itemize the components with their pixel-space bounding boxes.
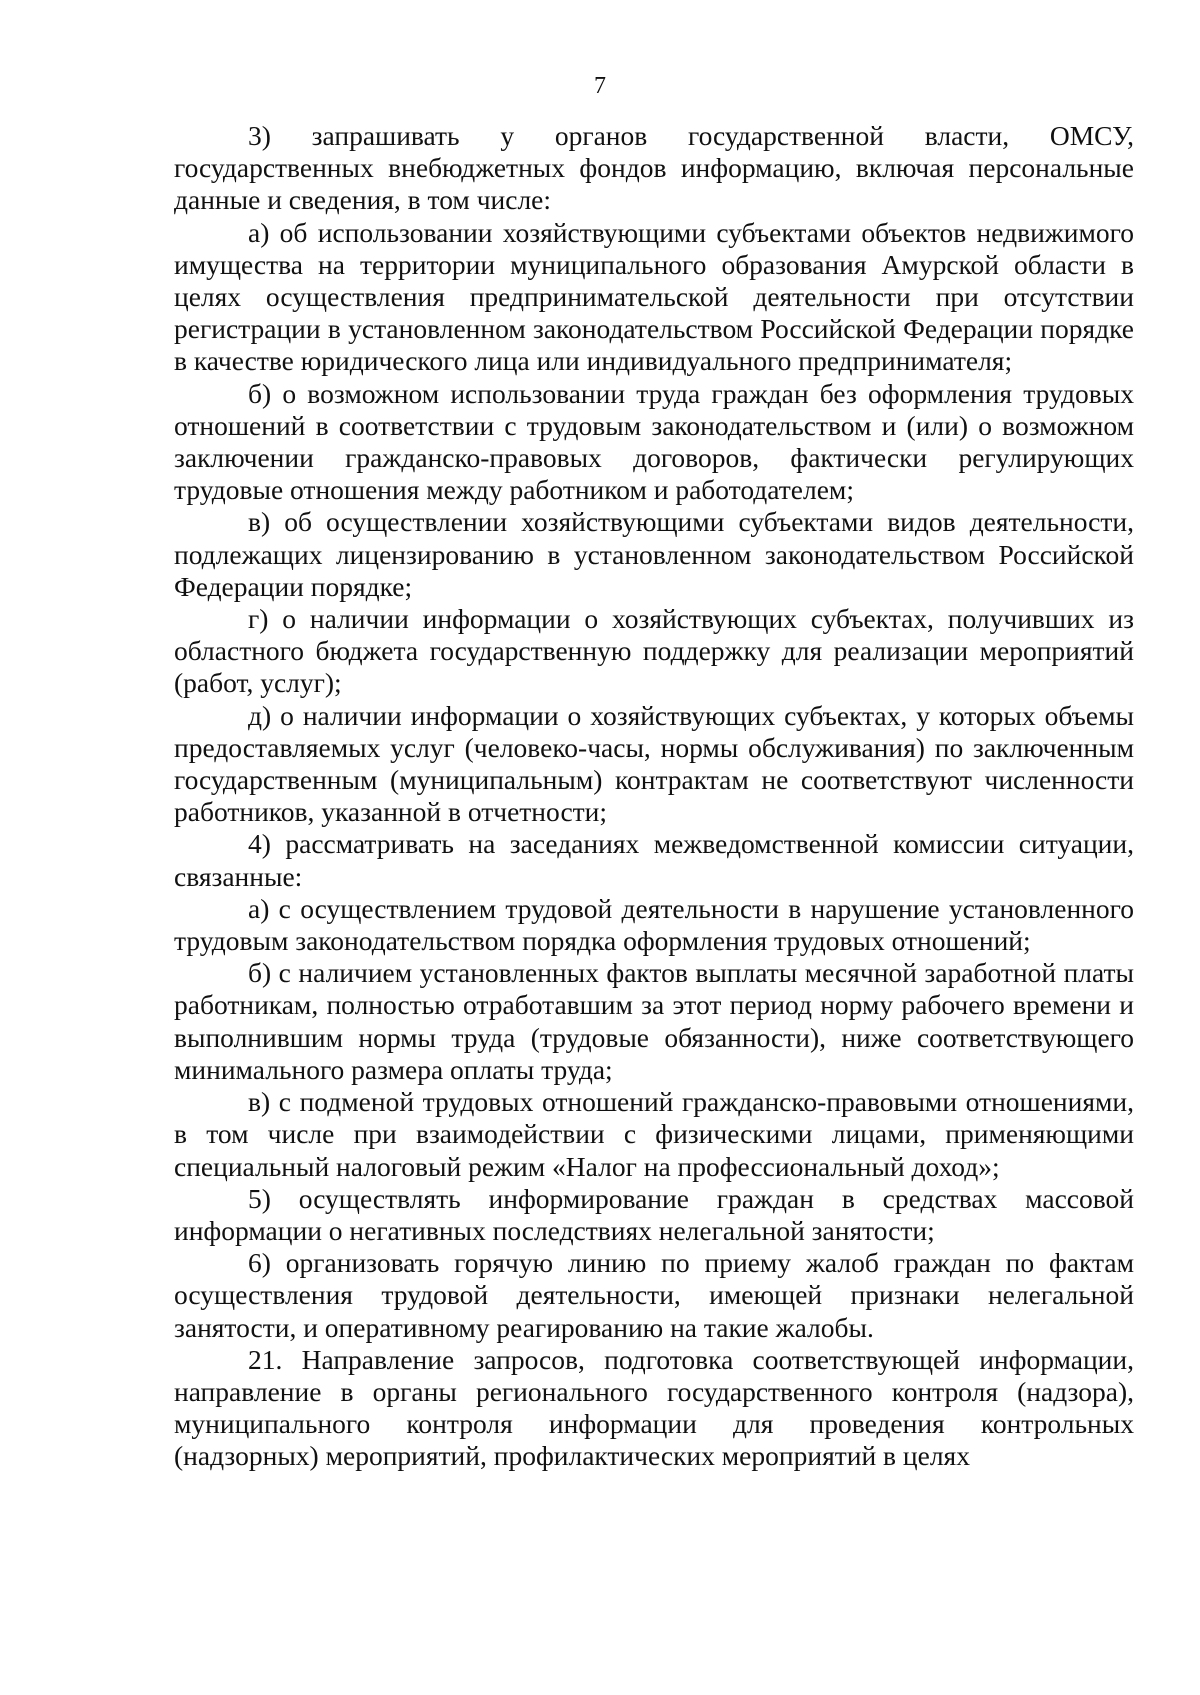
paragraph-subitem-v-civil-contracts: в) с подменой трудовых отношений гражданско-правовыми отношениями, в том числе при взаимодействии с физическими лицами, применяющими специальный налоговый режим «Налог на профессиональный доход»; <box>174 1086 1134 1182</box>
paragraph-subitem-g-state-support: г) о наличии информации о хозяйствующих субъектах, получивших из областного бюджета государственную поддержку для реализации мероприятий (работ, услуг); <box>174 603 1134 699</box>
paragraph-subitem-b-minimum-wage: б) с наличием установленных фактов выплаты месячной заработной платы работникам, полностью отработавшим за этот период норму рабочего времени и выполнившим нормы труда (трудовые обязанности), ниже соответствующего минимального размера оплаты труда; <box>174 957 1134 1085</box>
paragraph-item-5-media: 5) осуществлять информирование граждан в средствах массовой информации о негативных последствиях нелегальной занятости; <box>174 1182 1134 1246</box>
paragraph-item-6-hotline: 6) организовать горячую линию по приему жалоб граждан по фактам осуществления трудовой деятельности, имеющей признаки нелегальной занятости, и оперативному реагированию на такие жалобы. <box>174 1247 1134 1343</box>
paragraph-item-21-requests: 21. Направление запросов, подготовка соответствующей информации, направление в органы регионального государственного контроля (надзора), муниципального контроля информации для проведения контрольных (надзорных) мероприятий, профилактических мероприятий в целях <box>174 1343 1134 1472</box>
document-body <box>174 120 1134 1473</box>
paragraph-subitem-a-labor-violation: а) с осуществлением трудовой деятельности в нарушение установленного трудовым законодательством порядка оформления трудовых отношений; <box>174 892 1134 957</box>
paragraph-subitem-d-contract-volumes: д) о наличии информации о хозяйствующих субъектах, у которых объемы предоставляемых услуг (человеко-часы, нормы обслуживания) по заключенным государственным (муниципальным) контрактам не соответствуют численности работников, указанной в отчетности; <box>174 699 1134 828</box>
page-number: 7 <box>594 73 606 99</box>
paragraph-item-4-commission: 4) рассматривать на заседаниях межведомственной комиссии ситуации, связанные: <box>174 828 1134 892</box>
paragraph-subitem-a-real-estate: а) об использовании хозяйствующими субъектами объектов недвижимого имущества на территории муниципального образования Амурской области в целях осуществления предпринимательской деятельности при отсутствии регистрации в установленном законодательством Российской Федерации порядке в качестве юридического лица или индивидуального предпринимателя; <box>174 216 1134 377</box>
paragraph-subitem-b-labor-without-contract: б) о возможном использовании труда граждан без оформления трудовых отношений в соответствии с трудовым законодательством и (или) о возможном заключении гражданско-правовых договоров, фактически регулирующих трудовые отношения между работником и работодателем; <box>174 377 1134 506</box>
paragraph-subitem-v-licensing: в) об осуществлении хозяйствующими субъектами видов деятельности, подлежащих лицензированию в установленном законодательством Российской Федерации порядке; <box>174 506 1134 602</box>
paragraph-item-3-request-info: 3) запрашивать у органов государственной власти, ОМСУ, государственных внебюджетных фондов информацию, включая персональные данные и сведения, в том числе: <box>174 120 1134 216</box>
